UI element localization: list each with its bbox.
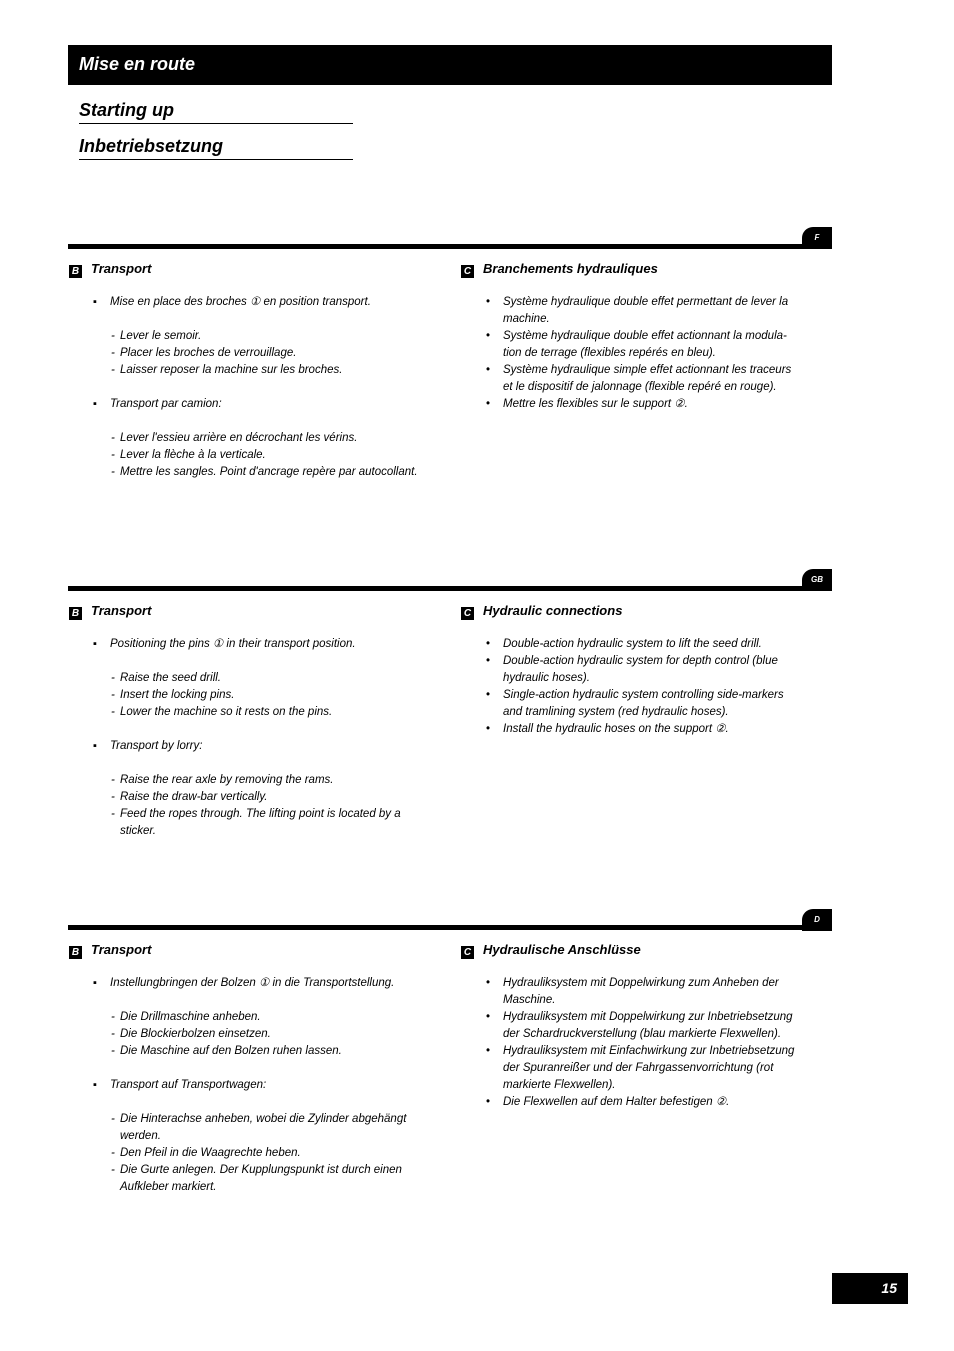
sub-step-text: Laisser reposer la machine sur les broches.	[120, 364, 343, 376]
bullet-icon: •	[486, 655, 491, 667]
left-section-heading	[69, 603, 151, 620]
list-item-text: Hydrauliksystem mit Einfachwirkung zur Inbetriebsetzung der Spuranreißer und der Fahrgassenvorrichtung (rot markierte Flexwellen).	[503, 1045, 795, 1091]
bullet-icon: •	[486, 689, 491, 701]
section-badge: C	[461, 946, 474, 959]
square-bullet-icon: ▪	[93, 638, 97, 650]
hydraulic-column	[486, 636, 804, 738]
dash-marker: -	[111, 364, 115, 376]
list-item	[486, 328, 804, 362]
list-item-text: Transport by lorry:	[110, 740, 203, 752]
transport-column	[93, 636, 423, 840]
sub-step	[111, 464, 423, 481]
list-item-text: Install the hydraulic hoses on the support ②.	[503, 723, 729, 735]
list-item	[486, 687, 804, 721]
section-heading-text: Branchements hydrauliques	[483, 261, 658, 276]
list-item	[93, 396, 423, 413]
sub-step	[111, 687, 423, 704]
right-section-heading	[461, 942, 641, 959]
dash-marker: -	[111, 791, 115, 803]
list-item	[486, 636, 804, 653]
square-bullet-icon: ▪	[93, 740, 97, 752]
page-number-box	[832, 1273, 908, 1304]
sub-step	[111, 704, 423, 721]
section-rule	[68, 244, 832, 249]
header-bar	[68, 45, 832, 85]
dash-marker: -	[111, 1113, 115, 1125]
dash-marker: -	[111, 1045, 115, 1057]
dash-marker: -	[111, 1028, 115, 1040]
right-section-heading	[461, 603, 622, 620]
sub-step-text: Raise the rear axle by removing the rams.	[120, 774, 334, 786]
sub-step	[111, 1111, 423, 1145]
language-tab: F	[802, 227, 832, 249]
list-item-text: Transport auf Transportwagen:	[110, 1079, 267, 1091]
bullet-icon: •	[486, 977, 491, 989]
list-item	[486, 721, 804, 738]
list-item-text: Système hydraulique simple effet actionnant les traceurs et le dispositif de jalonnage (flexible repéré en rouge).	[503, 364, 792, 393]
sub-step-text: Placer les broches de verrouillage.	[120, 347, 297, 359]
bullet-icon: •	[486, 1011, 491, 1023]
sub-step	[111, 1162, 423, 1196]
list-item	[93, 294, 423, 311]
bullet-icon: •	[486, 1045, 491, 1057]
hydraulic-column	[486, 975, 804, 1111]
list-item	[93, 636, 423, 653]
dash-marker: -	[111, 808, 115, 820]
list-item-text: Positioning the pins ① in their transport position.	[110, 638, 356, 650]
dash-marker: -	[111, 347, 115, 359]
sub-step	[111, 1145, 423, 1162]
section-badge: B	[69, 607, 82, 620]
dash-marker: -	[111, 1011, 115, 1023]
list-item	[486, 653, 804, 687]
sub-step	[111, 1026, 423, 1043]
bullet-icon: •	[486, 330, 491, 342]
sub-step-text: Die Maschine auf den Bolzen ruhen lassen.	[120, 1045, 342, 1057]
sub-step	[111, 362, 423, 379]
dash-marker: -	[111, 774, 115, 786]
dash-marker: -	[111, 672, 115, 684]
sub-step-text: Mettre les sangles. Point d'ancrage repère par autocollant.	[120, 466, 418, 478]
sub-step	[111, 447, 423, 464]
subtitle-english: Starting up	[79, 100, 353, 124]
right-section-heading	[461, 261, 658, 278]
hydraulic-column	[486, 294, 804, 413]
sub-step-text: Insert the locking pins.	[120, 689, 235, 701]
sub-step-text: Lower the machine so it rests on the pins.	[120, 706, 333, 718]
sub-step-text: Lever le semoir.	[120, 330, 202, 342]
subtitle-german: Inbetriebsetzung	[79, 136, 353, 160]
sub-step	[111, 1009, 423, 1026]
section-heading-text: Transport	[91, 942, 152, 957]
square-bullet-icon: ▪	[93, 398, 97, 410]
section-heading-text: Transport	[91, 603, 152, 618]
section-rule	[68, 925, 832, 930]
section-badge: C	[461, 265, 474, 278]
left-section-heading	[69, 261, 151, 278]
sub-step-text: Die Hinterachse anheben, wobei die Zylinder abgehängt werden.	[120, 1113, 407, 1142]
dash-marker: -	[111, 330, 115, 342]
list-item-text: Instellungbringen der Bolzen ① in die Transportstellung.	[110, 977, 395, 989]
square-bullet-icon: ▪	[93, 1079, 97, 1091]
sub-step	[111, 1043, 423, 1060]
language-tab: GB	[802, 569, 832, 591]
list-item-text: Double-action hydraulic system for depth control (blue hydraulic hoses).	[503, 655, 778, 684]
list-item	[486, 362, 804, 396]
section-heading-text: Transport	[91, 261, 152, 276]
section-rule	[68, 586, 832, 591]
list-item-text: Mise en place des broches ① en position transport.	[110, 296, 371, 308]
dash-marker: -	[111, 466, 115, 478]
sub-step-text: Die Gurte anlegen. Der Kupplungspunkt ist durch einen Aufkleber markiert.	[120, 1164, 402, 1193]
list-item	[93, 1077, 423, 1094]
header-title: Mise en route	[79, 54, 196, 74]
sub-step-text: Raise the seed drill.	[120, 672, 221, 684]
square-bullet-icon: ▪	[93, 296, 97, 308]
list-item-text: Mettre les flexibles sur le support ②.	[503, 398, 688, 410]
section-heading-text: Hydraulic connections	[483, 603, 623, 618]
list-item	[486, 396, 804, 413]
sub-step	[111, 345, 423, 362]
list-item-text: Double-action hydraulic system to lift the seed drill.	[503, 638, 762, 650]
list-item-text: Die Flexwellen auf dem Halter befestigen ②.	[503, 1096, 730, 1108]
dash-marker: -	[111, 449, 115, 461]
sub-step-text: Die Drillmaschine anheben.	[120, 1011, 261, 1023]
sub-step-text: Die Blockierbolzen einsetzen.	[120, 1028, 271, 1040]
transport-column	[93, 975, 423, 1196]
section-badge: B	[69, 946, 82, 959]
sub-step	[111, 328, 423, 345]
language-tab: D	[802, 909, 832, 931]
dash-marker: -	[111, 1164, 115, 1176]
sub-step	[111, 806, 423, 840]
bullet-icon: •	[486, 638, 491, 650]
list-item-text: Système hydraulique double effet actionnant la modula-tion de terrage (flexibles repérés en bleu).	[503, 330, 787, 359]
square-bullet-icon: ▪	[93, 977, 97, 989]
sub-step-text: Lever l'essieu arrière en décrochant les vérins.	[120, 432, 358, 444]
list-item	[486, 294, 804, 328]
section-badge: C	[461, 607, 474, 620]
list-item	[486, 1094, 804, 1111]
sub-step	[111, 789, 423, 806]
list-item	[486, 1009, 804, 1043]
bullet-icon: •	[486, 296, 491, 308]
list-item	[93, 738, 423, 755]
bullet-icon: •	[486, 364, 491, 376]
dash-marker: -	[111, 1147, 115, 1159]
list-item	[93, 975, 423, 992]
section-badge: B	[69, 265, 82, 278]
list-item-text: Single-action hydraulic system controlling side-markers and tramlining system (red hydraulic hoses).	[503, 689, 784, 718]
dash-marker: -	[111, 689, 115, 701]
bullet-icon: •	[486, 398, 491, 410]
sub-step-text: Lever la flèche à la verticale.	[120, 449, 266, 461]
sub-step	[111, 430, 423, 447]
list-item-text: Transport par camion:	[110, 398, 222, 410]
section-heading-text: Hydraulische Anschlüsse	[483, 942, 641, 957]
list-item-text: Hydrauliksystem mit Doppelwirkung zur Inbetriebsetzung der Schardruckverstellung (blau markierte Flexwellen).	[503, 1011, 793, 1040]
list-item	[486, 975, 804, 1009]
sub-step	[111, 772, 423, 789]
sub-step	[111, 670, 423, 687]
dash-marker: -	[111, 706, 115, 718]
left-section-heading	[69, 942, 151, 959]
sub-step-text: Feed the ropes through. The lifting point is located by a sticker.	[120, 808, 401, 837]
bullet-icon: •	[486, 1096, 491, 1108]
list-item-text: Hydrauliksystem mit Doppelwirkung zum Anheben der Maschine.	[503, 977, 779, 1006]
sub-step-text: Den Pfeil in die Waagrechte heben.	[120, 1147, 301, 1159]
sub-step-text: Raise the draw-bar vertically.	[120, 791, 268, 803]
page-number: 15	[881, 1280, 897, 1296]
list-item	[486, 1043, 804, 1094]
dash-marker: -	[111, 432, 115, 444]
bullet-icon: •	[486, 723, 491, 735]
transport-column	[93, 294, 423, 481]
list-item-text: Système hydraulique double effet permettant de lever la machine.	[503, 296, 789, 325]
